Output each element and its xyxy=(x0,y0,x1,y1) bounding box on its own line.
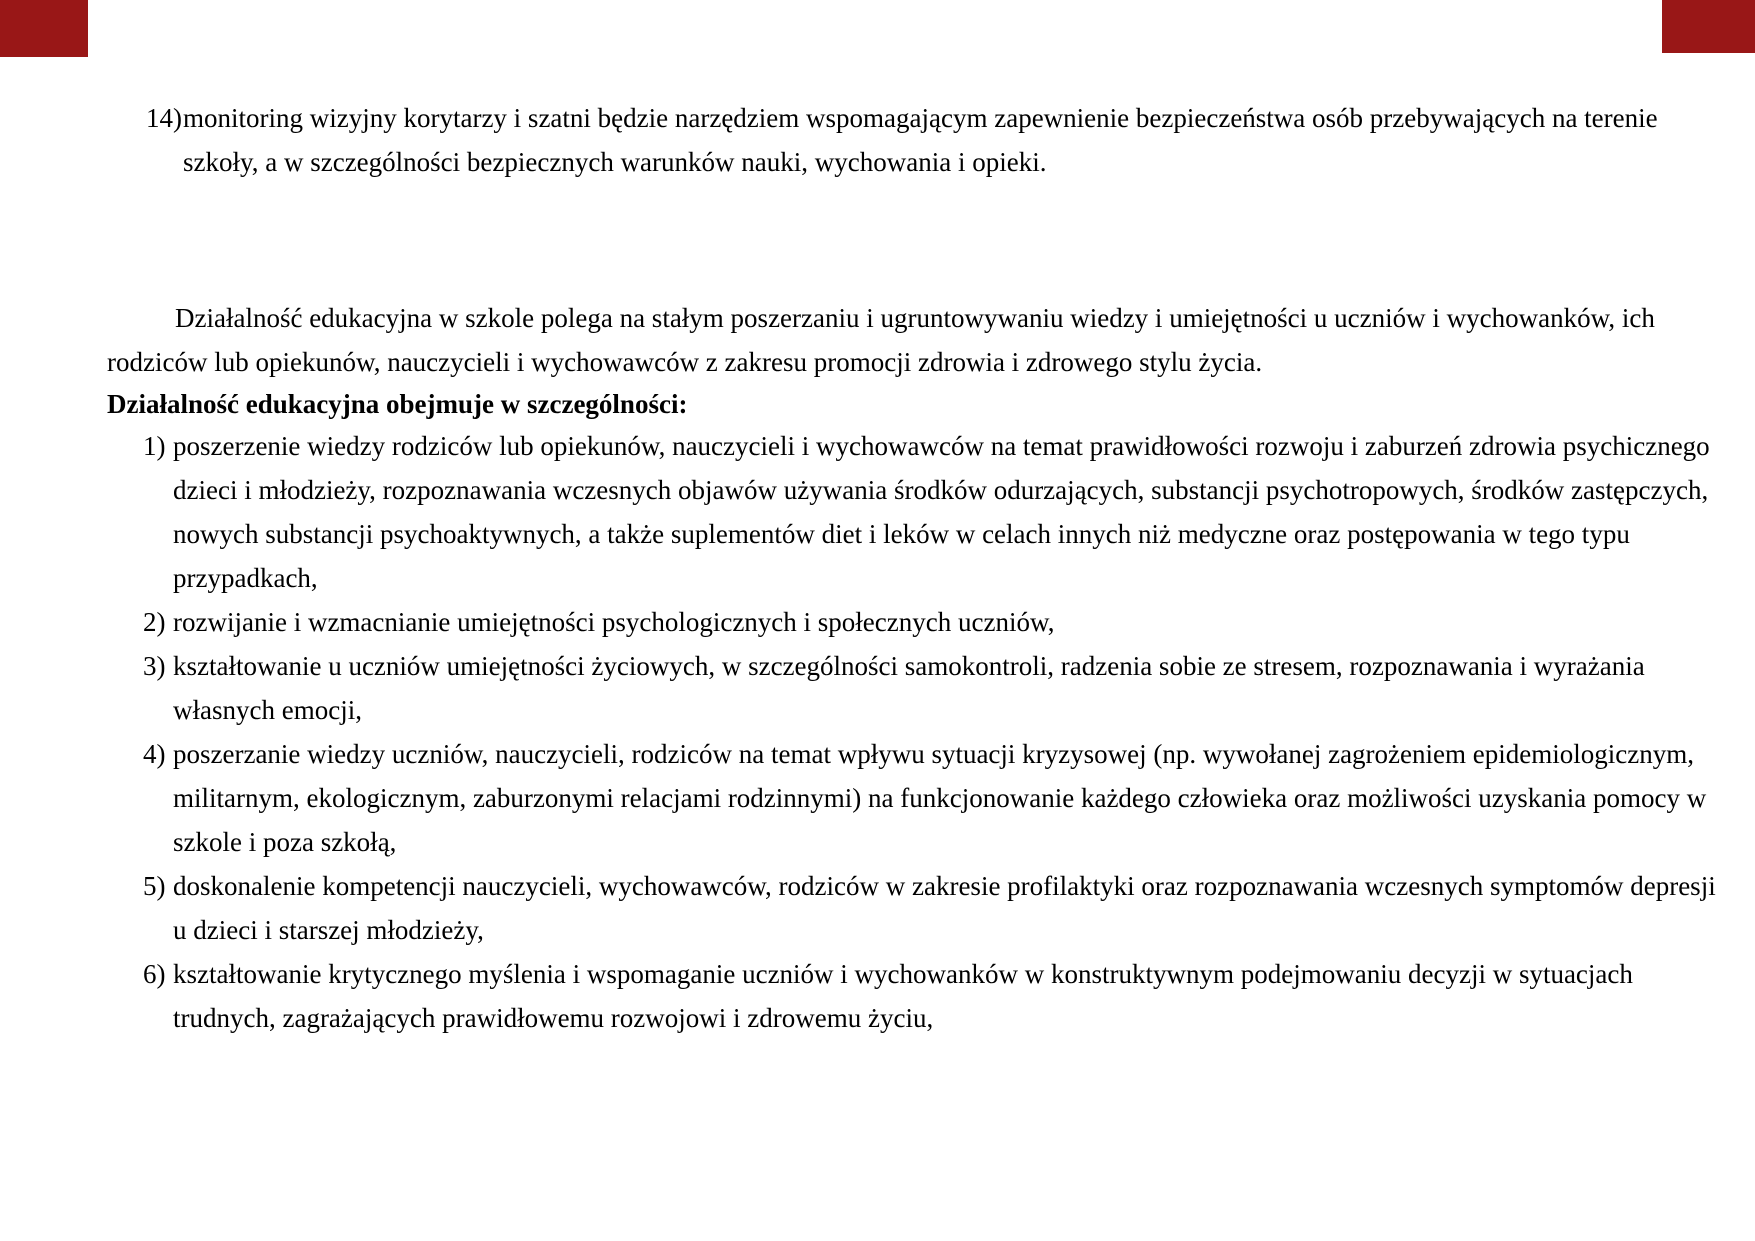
line-text: kształtowanie u uczniów umiejętności życiowych, w szczególności samokontroli, radzenia sobie ze stresem, rozpoznawania i wyrażania xyxy=(173,651,1645,681)
text-line xyxy=(107,340,1460,384)
line-text: doskonalenie kompetencji nauczycieli, wychowawców, rodziców w zakresie profilaktyki oraz rozpoznawania wczesnych symptomów depresji xyxy=(173,871,1716,901)
text-line xyxy=(107,644,1645,688)
list-item-4 xyxy=(107,732,1707,864)
list-number: 1) xyxy=(143,431,166,461)
text-line xyxy=(107,600,1460,644)
list-number: 2) xyxy=(143,607,166,637)
text-line xyxy=(107,732,1694,776)
text-line xyxy=(107,688,1460,732)
list-item-3 xyxy=(107,644,1645,732)
line-text: militarnym, ekologicznym, zaburzonymi relacjami rodzinnymi) na funkcjonowanie każdego człowieka oraz możliwości uzyskania pomocy w xyxy=(173,783,1707,813)
line-text: szkole i poza szkołą, xyxy=(173,827,397,857)
section-heading xyxy=(107,384,1460,424)
list-item-5 xyxy=(107,864,1716,952)
corner-mark-top-left xyxy=(0,0,88,57)
line-text: rodziców lub opiekunów, nauczycieli i wychowawców z zakresu promocji zdrowia i zdrowego stylu życia. xyxy=(107,347,1263,377)
document-content xyxy=(107,0,1716,1040)
item-14 xyxy=(107,96,1658,184)
text-line xyxy=(107,468,1709,512)
line-text: przypadkach, xyxy=(173,563,318,593)
list-number: 5) xyxy=(143,871,166,901)
list-number: 4) xyxy=(143,739,166,769)
line-text: Działalność edukacyjna w szkole polega na stałym poszerzaniu i ugruntowywaniu wiedzy i umiejętności u uczniów i wychowanków, ich xyxy=(175,303,1655,333)
line-text: nowych substancji psychoaktywnych, a także suplementów diet i leków w celach innych niż medyczne oraz postępowania w tego typu xyxy=(173,519,1630,549)
line-text: trudnych, zagrażających prawidłowemu rozwojowi i zdrowemu życiu, xyxy=(173,1003,934,1033)
text-line xyxy=(107,296,1655,340)
line-text: rozwijanie i wzmacnianie umiejętności psychologicznych i społecznych uczniów, xyxy=(173,607,1055,637)
text-line xyxy=(107,864,1716,908)
list-item-6 xyxy=(107,952,1633,1040)
text-line xyxy=(107,820,1460,864)
list-item-1 xyxy=(107,424,1710,600)
corner-mark-top-right xyxy=(1662,0,1755,53)
text-line xyxy=(107,776,1707,820)
text-line xyxy=(107,556,1460,600)
line-text: u dzieci i starszej młodzieży, xyxy=(173,915,484,945)
text-line xyxy=(107,96,1658,140)
text-line xyxy=(107,384,1460,424)
list-number: 14) xyxy=(146,103,182,133)
line-text: monitoring wizyjny korytarzy i szatni będzie narzędziem wspomagającym zapewnienie bezpieczeństwa osób przebywających na terenie xyxy=(183,103,1658,133)
text-line xyxy=(107,512,1630,556)
line-text: szkoły, a w szczególności bezpiecznych warunków nauki, wychowania i opieki. xyxy=(183,147,1047,177)
line-text: poszerzenie wiedzy rodziców lub opiekunów, nauczycieli i wychowawców na temat prawidłowości rozwoju i zaburzeń zdrowia psychicznego xyxy=(173,431,1710,461)
line-text: Działalność edukacyjna obejmuje w szczególności: xyxy=(107,389,688,419)
list-number: 6) xyxy=(143,959,166,989)
text-line xyxy=(107,996,1460,1040)
line-text: kształtowanie krytycznego myślenia i wspomaganie uczniów i wychowanków w konstruktywnym podejmowaniu decyzji w sytuacjach xyxy=(173,959,1633,989)
text-line xyxy=(107,140,1460,184)
line-text: własnych emocji, xyxy=(173,695,362,725)
list-number: 3) xyxy=(143,651,166,681)
text-line xyxy=(107,952,1633,996)
line-text: dzieci i młodzieży, rozpoznawania wczesnych objawów używania środków odurzających, substancji psychotropowych, środków zastępczych, xyxy=(173,475,1709,505)
line-text: poszerzanie wiedzy uczniów, nauczycieli, rodziców na temat wpływu sytuacji kryzysowej (np. wywołanej zagrożeniem epidemiologicznym, xyxy=(173,739,1694,769)
text-line xyxy=(107,908,1460,952)
text-line xyxy=(107,424,1710,468)
list-item-2 xyxy=(107,600,1460,644)
intro-paragraph xyxy=(107,296,1655,384)
